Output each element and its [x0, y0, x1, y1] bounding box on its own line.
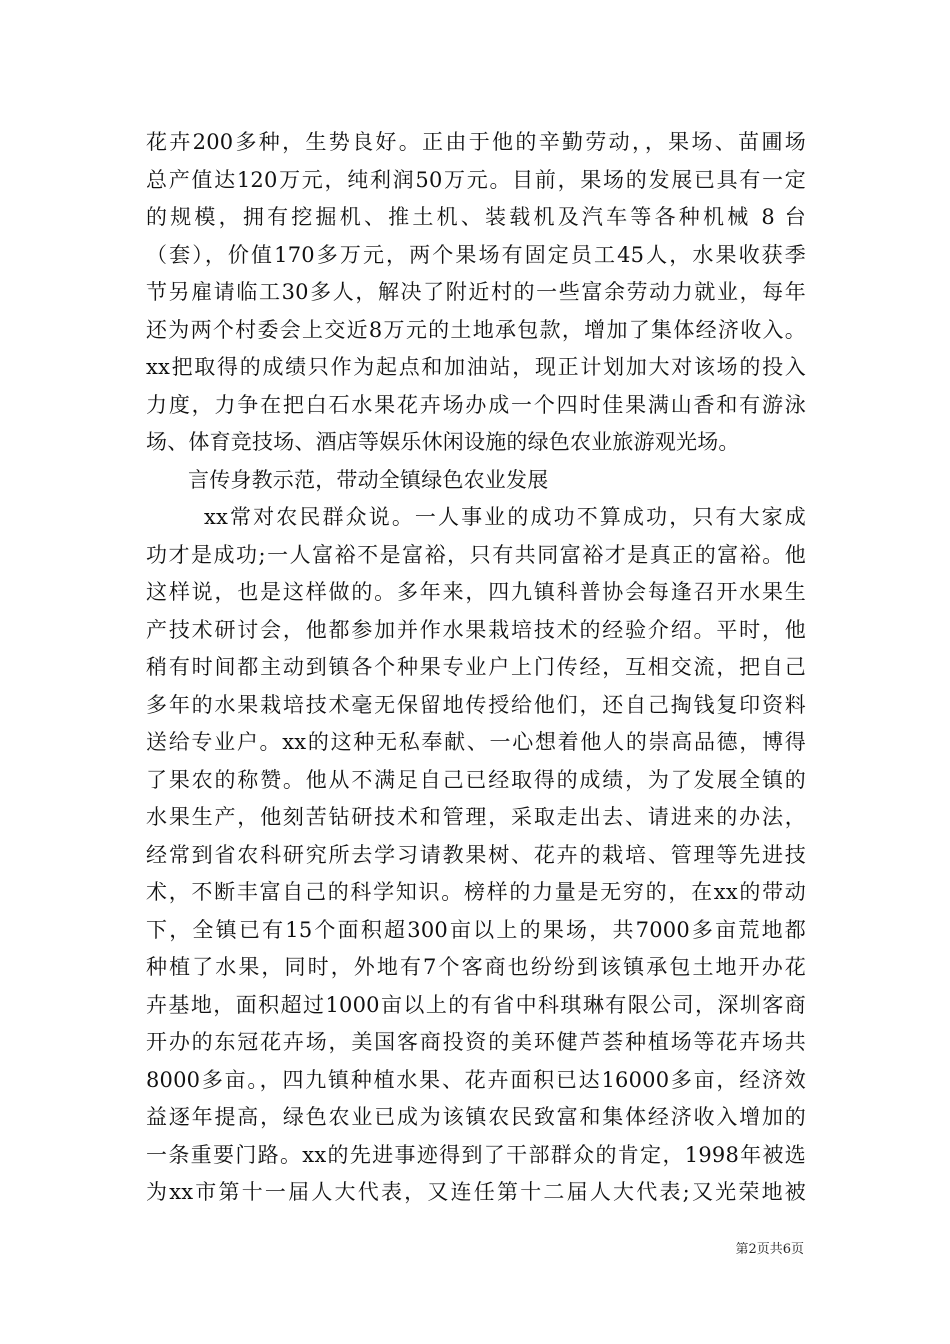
text-line: 了果农的称赞。他从不满足自己已经取得的成绩，为了发展全镇的: [146, 767, 806, 792]
text-line: xx常对农民群众说。一人事业的成功不算成功，只有大家成: [204, 505, 806, 529]
text-line: 产技术研讨会，他都参加并作水果栽培技术的经验介绍。平时，他: [146, 617, 806, 642]
text-line: 送给专业户。xx的这种无私奉献、一心想着他人的崇高品德，博得: [146, 730, 806, 754]
text-line: 经常到省农科研究所去学习请教果树、花卉的栽培、管理等先进技: [146, 842, 806, 867]
text-line: 下，全镇已有15个面积超300亩以上的果场，共7000多亩荒地都: [146, 917, 806, 942]
text-line: 场、体育竞技场、酒店等娱乐休闲设施的绿色农业旅游观光场。: [146, 430, 740, 454]
text-line: 为xx市第十一届人大代表，又连任第十二届人大代表;又光荣地被: [146, 1180, 806, 1204]
text-line: 还为两个村委会上交近8万元的土地承包款，增加了集体经济收入。: [146, 317, 806, 342]
text-line: 稍有时间都主动到镇各个种果专业户上门传经，互相交流，把自己: [146, 655, 806, 679]
page-number: 第2页共6页: [735, 1242, 804, 1257]
text-line: 功才是成功;一人富裕不是富裕，只有共同富裕才是真正的富裕。他: [146, 542, 806, 567]
text-line: 水果生产，他刻苦钻研技术和管理，采取走出去、请进来的办法，: [146, 805, 806, 829]
text-line: xx把取得的成绩只作为起点和加油站，现正计划加大对该场的投入: [146, 355, 806, 379]
text-line: 开办的东冠花卉场，美国客商投资的美环健芦荟种植场等花卉场共: [146, 1030, 806, 1054]
text-line: 多年的水果栽培技术毫无保留地传授给他们，还自己掏钱复印资料: [146, 692, 806, 717]
text-line: 花卉200多种，生势良好。正由于他的辛勤劳动，，果场、苗圃场: [146, 130, 806, 154]
text-line: 8000多亩。，四九镇种植水果、花卉面积已达16000多亩，经济效: [146, 1067, 806, 1092]
text-line: 卉基地，面积超过1000亩以上的有省中科琪琳有限公司，深圳客商: [146, 992, 806, 1017]
text-line: 益逐年提高，绿色农业已成为该镇农民致富和集体经济收入增加的: [146, 1105, 806, 1129]
text-line: 节另雇请临工30多人，解决了附近村的一些富余劳动力就业，每年: [146, 280, 806, 304]
text-line: 术，不断丰富自己的科学知识。榜样的力量是无穷的，在xx的带动: [146, 880, 806, 904]
text-line: （套），价值170多万元，两个果场有固定员工45人，水果收获季: [146, 242, 806, 267]
text-line: 种植了水果，同时，外地有7个客商也纷纷到该镇承包土地开办花: [146, 955, 806, 979]
text-line: 力度，力争在把白石水果花卉场办成一个四时佳果满山香和有游泳: [146, 392, 806, 417]
text-line: 的规模，拥有挖掘机、推土机、装载机及汽车等各种机械 8 台: [146, 205, 806, 229]
body-text: [146, 124, 806, 1212]
text-line: 总产值达120万元，纯利润50万元。目前，果场的发展已具有一定: [146, 167, 806, 192]
text-line: 这样说，也是这样做的。多年来，四九镇科普协会每逢召开水果生: [146, 580, 806, 604]
text-line: 一条重要门路。xx的先进事迹得到了干部群众的肯定，1998年被选: [146, 1142, 806, 1167]
section-heading: 言传身教示范，带动全镇绿色农业发展: [188, 467, 549, 492]
